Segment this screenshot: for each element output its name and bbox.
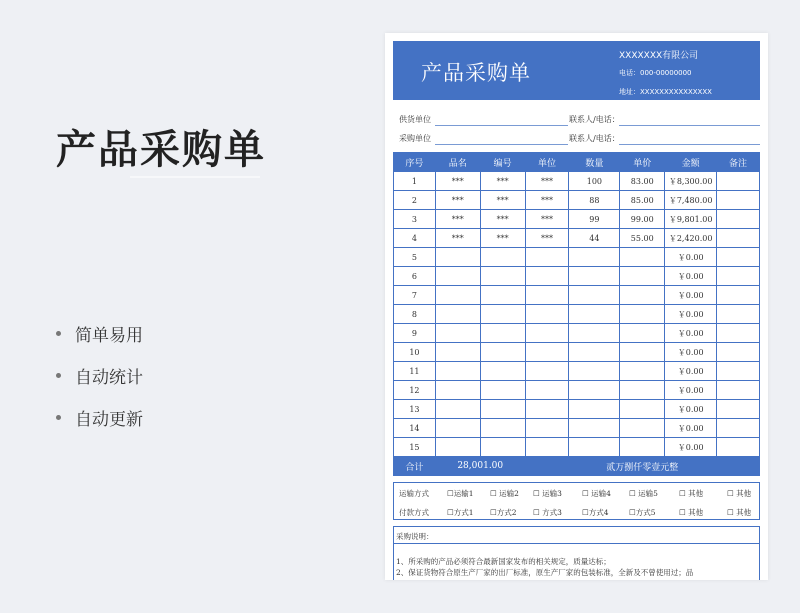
table-row	[394, 362, 760, 381]
total-value: 28,001.00	[435, 457, 525, 476]
table-cell	[480, 286, 525, 305]
table-cell	[717, 229, 760, 248]
header-cell: 编号	[480, 153, 525, 172]
table-cell: ***	[480, 210, 525, 229]
purchaser-row	[393, 128, 760, 146]
table-cell: 2	[394, 191, 436, 210]
table-cell: 15	[394, 438, 436, 457]
table-cell: ***	[480, 172, 525, 191]
table-row	[394, 400, 760, 419]
table-cell	[717, 419, 760, 438]
table-cell: 12	[394, 381, 436, 400]
table-cell	[569, 362, 620, 381]
table-row	[394, 248, 760, 267]
table-cell	[525, 248, 569, 267]
table-row	[394, 438, 760, 457]
table-cell: 6	[394, 267, 436, 286]
feature-list	[56, 312, 143, 438]
table-cell	[717, 362, 760, 381]
transport-option[interactable]: ☐ 其他	[727, 489, 752, 498]
table-cell: 44	[569, 229, 620, 248]
payment-option[interactable]: ☐ 其他	[727, 508, 752, 517]
purchaser-label: 采购单位	[399, 134, 431, 143]
table-cell: ￥0.00	[665, 362, 717, 381]
table-cell: 10	[394, 343, 436, 362]
table-row	[394, 286, 760, 305]
table-cell: 55.00	[620, 229, 665, 248]
table-cell	[480, 419, 525, 438]
table-cell: ￥0.00	[665, 286, 717, 305]
table-header-row	[394, 153, 760, 172]
transport-label: 运输方式	[399, 489, 429, 498]
table-cell	[480, 267, 525, 286]
table-cell: ***	[480, 229, 525, 248]
table-cell	[525, 381, 569, 400]
table-cell: ￥0.00	[665, 400, 717, 419]
table-cell: ***	[525, 191, 569, 210]
header-cell: 数量	[569, 153, 620, 172]
table-cell	[717, 305, 760, 324]
table-cell: ￥8,300.00	[665, 172, 717, 191]
company-name: XXXXXXX有限公司	[619, 51, 699, 61]
table-cell	[717, 400, 760, 419]
page-title: 产品采购单	[56, 127, 266, 173]
note-line: 1、所采购的产品必须符合最新国家发布的相关规定，质量达标；	[396, 557, 611, 566]
notes-divider	[394, 543, 759, 544]
table-cell: ￥0.00	[665, 419, 717, 438]
table-cell	[620, 248, 665, 267]
table-cell	[435, 362, 480, 381]
table-cell: ***	[480, 191, 525, 210]
table-cell: 9	[394, 324, 436, 343]
table-cell	[569, 400, 620, 419]
table-cell	[569, 286, 620, 305]
table-cell: 4	[394, 229, 436, 248]
table-cell: 99	[569, 210, 620, 229]
table-cell	[480, 362, 525, 381]
table-cell: ***	[435, 229, 480, 248]
table-cell	[620, 438, 665, 457]
table-cell	[525, 286, 569, 305]
bullet-icon	[56, 415, 61, 420]
table-cell	[620, 362, 665, 381]
supplier-label: 供货单位	[399, 115, 431, 124]
feature-item	[56, 312, 143, 354]
table-cell	[435, 324, 480, 343]
table-cell	[717, 191, 760, 210]
table-cell	[525, 267, 569, 286]
table-cell: ￥0.00	[665, 305, 717, 324]
feature-label: 简单易用	[75, 325, 143, 346]
header-cell: 金额	[665, 153, 717, 172]
table-cell: ￥0.00	[665, 248, 717, 267]
items-table	[393, 152, 760, 476]
contact-label: 联系人/电话：	[569, 115, 620, 124]
table-cell: 5	[394, 248, 436, 267]
table-row	[394, 343, 760, 362]
table-cell	[480, 343, 525, 362]
table-cell	[620, 305, 665, 324]
table-cell	[525, 305, 569, 324]
table-cell: ***	[435, 172, 480, 191]
table-row	[394, 191, 760, 210]
table-cell: ***	[435, 210, 480, 229]
table-cell: 11	[394, 362, 436, 381]
table-cell: ￥0.00	[665, 381, 717, 400]
table-row	[394, 172, 760, 191]
header-cell: 单价	[620, 153, 665, 172]
table-cell	[717, 172, 760, 191]
transport-option[interactable]: ☐ 运输5	[629, 489, 658, 498]
notes-label: 采购说明：	[396, 532, 434, 541]
table-cell	[569, 305, 620, 324]
feature-label: 自动更新	[75, 409, 143, 430]
table-cell	[620, 286, 665, 305]
table-cell: 1	[394, 172, 436, 191]
table-cell: 85.00	[620, 191, 665, 210]
table-row	[394, 305, 760, 324]
table-cell: 100	[569, 172, 620, 191]
company-address: 地址：XXXXXXXXXXXXXXX	[619, 88, 712, 96]
payment-option[interactable]: ☐ 方式3	[533, 508, 562, 517]
payment-option[interactable]: ☐方式5	[629, 508, 656, 517]
table-cell	[569, 267, 620, 286]
table-cell: ￥0.00	[665, 324, 717, 343]
table-cell	[525, 324, 569, 343]
table-cell: 88	[569, 191, 620, 210]
table-cell	[480, 400, 525, 419]
header-cell: 序号	[394, 153, 436, 172]
bullet-icon	[56, 373, 61, 378]
payment-option[interactable]: ☐ 其他	[679, 508, 704, 517]
table-cell	[480, 381, 525, 400]
table-cell	[717, 324, 760, 343]
table-cell: 99.00	[620, 210, 665, 229]
payment-option[interactable]: ☐方式1	[447, 508, 474, 517]
table-cell: ￥0.00	[665, 343, 717, 362]
company-phone: 电话：000-00000000	[619, 69, 692, 77]
table-cell: ***	[525, 229, 569, 248]
transport-option[interactable]: ☐ 运输4	[582, 489, 611, 498]
table-cell: ***	[525, 210, 569, 229]
table-cell	[435, 267, 480, 286]
total-row	[394, 457, 760, 476]
table-cell: 14	[394, 419, 436, 438]
table-cell	[717, 438, 760, 457]
table-cell	[717, 381, 760, 400]
table-row	[394, 267, 760, 286]
table-cell	[525, 362, 569, 381]
transport-option[interactable]: ☐运输1	[447, 489, 474, 498]
header-cell: 备注	[717, 153, 760, 172]
form-banner	[393, 41, 760, 100]
table-cell	[569, 248, 620, 267]
table-cell	[620, 343, 665, 362]
table-row	[394, 381, 760, 400]
purchase-notes	[393, 526, 760, 580]
table-cell: 3	[394, 210, 436, 229]
header-cell: 品名	[435, 153, 480, 172]
table-cell	[435, 343, 480, 362]
table-cell: ￥9,801.00	[665, 210, 717, 229]
table-cell	[620, 400, 665, 419]
transport-option[interactable]: ☐ 其他	[679, 489, 704, 498]
table-cell	[435, 248, 480, 267]
table-cell: 7	[394, 286, 436, 305]
table-cell	[525, 400, 569, 419]
table-cell: 8	[394, 305, 436, 324]
table-cell	[620, 381, 665, 400]
table-cell: ￥0.00	[665, 438, 717, 457]
feature-item	[56, 396, 143, 438]
table-cell	[569, 343, 620, 362]
table-row	[394, 210, 760, 229]
table-cell: 83.00	[620, 172, 665, 191]
table-cell: ￥7,480.00	[665, 191, 717, 210]
table-cell	[717, 210, 760, 229]
table-cell: 13	[394, 400, 436, 419]
title-underline	[130, 176, 260, 178]
table-cell	[435, 400, 480, 419]
table-cell	[620, 324, 665, 343]
table-cell	[569, 381, 620, 400]
table-cell	[435, 438, 480, 457]
payment-option[interactable]: ☐方式4	[582, 508, 609, 517]
table-row	[394, 229, 760, 248]
table-cell: ￥0.00	[665, 267, 717, 286]
table-cell: ***	[525, 172, 569, 191]
payment-row	[394, 503, 759, 521]
table-cell: ***	[435, 191, 480, 210]
purchaser-contact-field[interactable]	[619, 144, 760, 145]
transport-option[interactable]: ☐ 运输2	[490, 489, 519, 498]
table-cell	[569, 419, 620, 438]
total-label: 合计	[394, 457, 436, 476]
supplier-field[interactable]	[435, 125, 568, 126]
table-row	[394, 419, 760, 438]
payment-label: 付款方式	[399, 508, 429, 517]
table-cell	[525, 419, 569, 438]
purchase-order-sheet	[385, 33, 768, 580]
table-cell	[480, 324, 525, 343]
bullet-icon	[56, 331, 61, 336]
table-cell	[435, 305, 480, 324]
transport-option[interactable]: ☐ 运输3	[533, 489, 562, 498]
table-cell	[525, 438, 569, 457]
table-row	[394, 324, 760, 343]
feature-item	[56, 354, 143, 396]
payment-option[interactable]: ☐方式2	[490, 508, 517, 517]
table-cell	[480, 248, 525, 267]
transport-payment-box	[393, 482, 760, 520]
table-cell	[480, 438, 525, 457]
table-cell	[569, 438, 620, 457]
table-cell	[620, 267, 665, 286]
feature-label: 自动统计	[75, 367, 143, 388]
note-line: 2、保证货物符合原生产厂家的出厂标准，原生产厂家的包装标准，全新及不曾使用过；品	[396, 568, 694, 577]
table-cell	[525, 343, 569, 362]
table-cell	[435, 286, 480, 305]
table-cell	[435, 419, 480, 438]
table-cell: ￥2,420.00	[665, 229, 717, 248]
table-cell	[620, 419, 665, 438]
supplier-contact-field[interactable]	[619, 125, 760, 126]
header-cell: 单位	[525, 153, 569, 172]
table-cell	[717, 343, 760, 362]
contact-label: 联系人/电话：	[569, 134, 620, 143]
form-title: 产品采购单	[421, 61, 531, 85]
table-cell	[435, 381, 480, 400]
table-cell	[717, 286, 760, 305]
table-cell	[569, 324, 620, 343]
supplier-row	[393, 109, 760, 127]
purchaser-field[interactable]	[435, 144, 568, 145]
total-in-words: 贰万捌仟零壹元整	[525, 457, 759, 476]
table-cell	[480, 305, 525, 324]
table-cell	[717, 267, 760, 286]
table-cell	[717, 248, 760, 267]
transport-row	[394, 484, 759, 502]
